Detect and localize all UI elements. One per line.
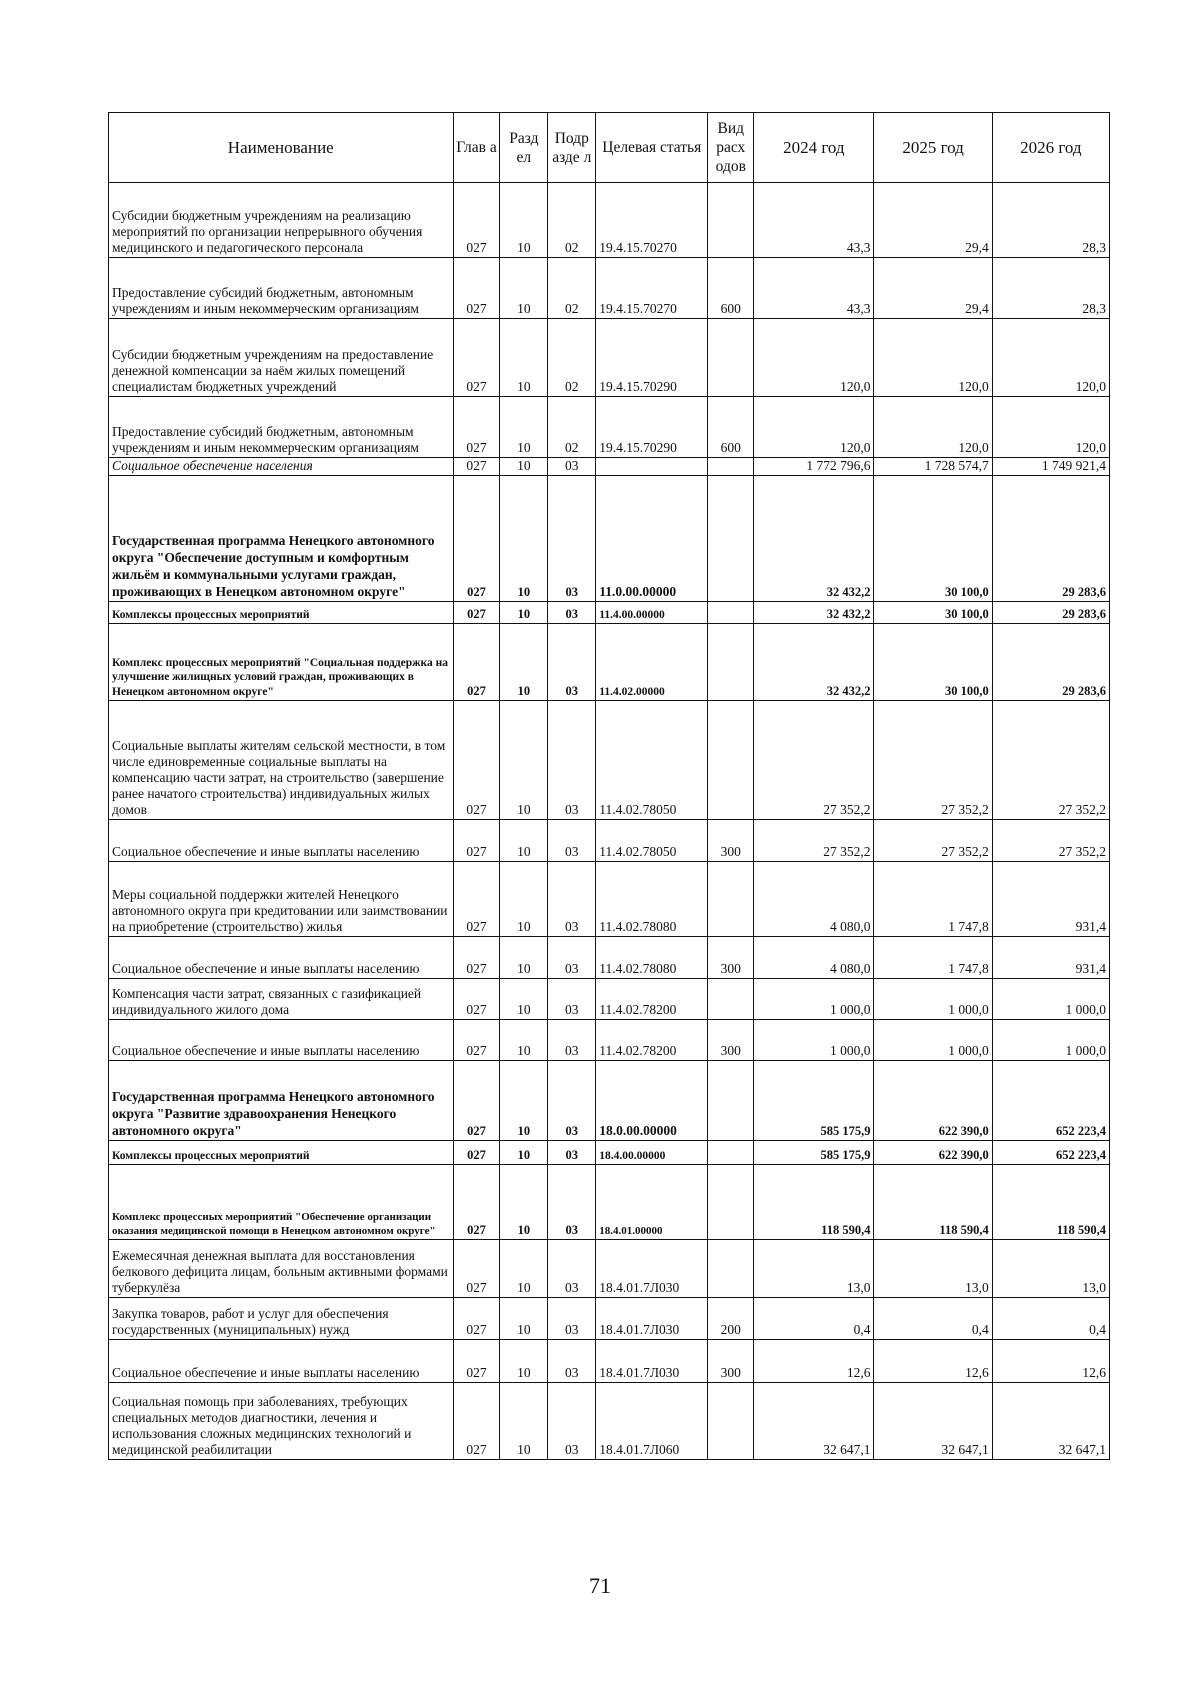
cell-kind: [708, 1141, 754, 1165]
cell-y2025: 30 100,0: [874, 624, 992, 701]
cell-y2024: 32 432,2: [754, 624, 874, 701]
cell-target: 11.4.02.78050: [596, 701, 708, 820]
cell-y2026: 0,4: [992, 1298, 1109, 1340]
cell-kind: 300: [708, 1020, 754, 1061]
cell-kind: [708, 476, 754, 602]
cell-y2024: 120,0: [754, 397, 874, 458]
cell-y2024: 1 000,0: [754, 979, 874, 1020]
cell-name: Комплекс процессных мероприятий "Обеспечение организации оказания медицинской помощи в Ненецком автономном округе": [109, 1165, 454, 1240]
cell-target: 11.4.02.78050: [596, 820, 708, 862]
cell-subsection: 03: [548, 1340, 596, 1383]
table-row: [109, 820, 1110, 862]
cell-section: 10: [500, 1165, 548, 1240]
cell-y2024: 585 175,9: [754, 1141, 874, 1165]
table-row: [109, 1240, 1110, 1298]
table-row: [109, 701, 1110, 820]
cell-chapter: 027: [453, 701, 500, 820]
cell-kind: [708, 701, 754, 820]
header-target: Целевая статья: [596, 113, 708, 183]
cell-y2024: 118 590,4: [754, 1165, 874, 1240]
table-row: [109, 602, 1110, 624]
cell-subsection: 03: [548, 602, 596, 624]
table-row: [109, 1061, 1110, 1141]
table-row: [109, 183, 1110, 258]
cell-subsection: 03: [548, 1298, 596, 1340]
cell-y2025: 1 000,0: [874, 979, 992, 1020]
cell-name: Социальная помощь при заболеваниях, требующих специальных методов диагностики, лечения и использования сложных медицинских технологий и медицинской реабилитации: [109, 1383, 454, 1460]
cell-subsection: 03: [548, 701, 596, 820]
table-row: [109, 624, 1110, 701]
cell-kind: 300: [708, 937, 754, 979]
header-2025: 2025 год: [874, 113, 992, 183]
cell-target: 18.4.01.7Л030: [596, 1240, 708, 1298]
cell-y2026: 27 352,2: [992, 820, 1109, 862]
cell-chapter: 027: [453, 862, 500, 937]
cell-y2025: 13,0: [874, 1240, 992, 1298]
cell-subsection: 03: [548, 1020, 596, 1061]
cell-section: 10: [500, 1141, 548, 1165]
cell-chapter: 027: [453, 258, 500, 319]
cell-name: Социальное обеспечение населения: [109, 458, 454, 476]
cell-name: Субсидии бюджетным учреждениям на предоставление денежной компенсации за наём жилых помещений специалистам бюджетных учреждений: [109, 319, 454, 397]
header-kind: Вид расх одов: [708, 113, 754, 183]
cell-target: 19.4.15.70270: [596, 258, 708, 319]
cell-target: 19.4.15.70270: [596, 183, 708, 258]
cell-name: Предоставление субсидий бюджетным, автономным учреждениям и иным некоммерческим организациям: [109, 258, 454, 319]
cell-chapter: 027: [453, 319, 500, 397]
cell-section: 10: [500, 1298, 548, 1340]
cell-kind: 300: [708, 820, 754, 862]
cell-y2024: 32 647,1: [754, 1383, 874, 1460]
cell-name: Субсидии бюджетным учреждениям на реализацию мероприятий по организации непрерывного обучения медицинского и педагогического персонала: [109, 183, 454, 258]
table-row: [109, 1020, 1110, 1061]
budget-table: [108, 112, 1110, 1460]
cell-target: 18.4.01.7Л030: [596, 1340, 708, 1383]
cell-kind: 300: [708, 1340, 754, 1383]
cell-chapter: 027: [453, 1165, 500, 1240]
cell-section: 10: [500, 820, 548, 862]
table-row: [109, 937, 1110, 979]
cell-chapter: 027: [453, 937, 500, 979]
cell-section: 10: [500, 1383, 548, 1460]
cell-target: 18.4.01.00000: [596, 1165, 708, 1240]
cell-y2026: 29 283,6: [992, 602, 1109, 624]
cell-y2026: 27 352,2: [992, 701, 1109, 820]
cell-y2026: 13,0: [992, 1240, 1109, 1298]
cell-y2026: 28,3: [992, 183, 1109, 258]
cell-name: Социальное обеспечение и иные выплаты населению: [109, 1020, 454, 1061]
table-row: [109, 319, 1110, 397]
cell-subsection: 03: [548, 862, 596, 937]
cell-subsection: 03: [548, 1165, 596, 1240]
cell-target: 18.4.00.00000: [596, 1141, 708, 1165]
cell-section: 10: [500, 701, 548, 820]
cell-target: 19.4.15.70290: [596, 397, 708, 458]
cell-y2024: 585 175,9: [754, 1061, 874, 1141]
cell-target: 19.4.15.70290: [596, 319, 708, 397]
cell-kind: [708, 1240, 754, 1298]
cell-subsection: 03: [548, 1061, 596, 1141]
cell-y2026: 652 223,4: [992, 1061, 1109, 1141]
cell-name: Социальное обеспечение и иные выплаты населению: [109, 937, 454, 979]
header-2024: 2024 год: [754, 113, 874, 183]
cell-section: 10: [500, 476, 548, 602]
cell-y2026: 120,0: [992, 397, 1109, 458]
cell-kind: [708, 458, 754, 476]
cell-kind: [708, 979, 754, 1020]
cell-chapter: 027: [453, 820, 500, 862]
table-row: [109, 979, 1110, 1020]
cell-y2026: 1 749 921,4: [992, 458, 1109, 476]
cell-subsection: 03: [548, 1141, 596, 1165]
cell-chapter: 027: [453, 602, 500, 624]
cell-y2025: 120,0: [874, 397, 992, 458]
table-row: [109, 1141, 1110, 1165]
cell-y2024: 27 352,2: [754, 701, 874, 820]
cell-kind: [708, 1165, 754, 1240]
cell-subsection: 03: [548, 1240, 596, 1298]
cell-subsection: 03: [548, 979, 596, 1020]
cell-target: 11.0.00.00000: [596, 476, 708, 602]
cell-section: 10: [500, 458, 548, 476]
cell-subsection: 03: [548, 1383, 596, 1460]
cell-y2024: 32 432,2: [754, 476, 874, 602]
cell-y2026: 931,4: [992, 937, 1109, 979]
cell-subsection: 02: [548, 397, 596, 458]
cell-target: 11.4.02.78200: [596, 1020, 708, 1061]
cell-name: Предоставление субсидий бюджетным, автономным учреждениям и иным некоммерческим организациям: [109, 397, 454, 458]
cell-chapter: 027: [453, 1383, 500, 1460]
cell-y2025: 622 390,0: [874, 1141, 992, 1165]
cell-target: [596, 458, 708, 476]
cell-y2025: 29,4: [874, 258, 992, 319]
cell-subsection: 03: [548, 458, 596, 476]
cell-y2025: 0,4: [874, 1298, 992, 1340]
cell-name: Социальное обеспечение и иные выплаты населению: [109, 1340, 454, 1383]
cell-kind: [708, 183, 754, 258]
cell-y2024: 32 432,2: [754, 602, 874, 624]
cell-y2026: 120,0: [992, 319, 1109, 397]
table-row: [109, 862, 1110, 937]
cell-target: 18.4.01.7Л060: [596, 1383, 708, 1460]
cell-name: Социальные выплаты жителям сельской местности, в том числе единовременные социальные выплаты на компенсацию части затрат, на строительство (завершение ранее начатого строительства) индивидуальных жилых домов: [109, 701, 454, 820]
cell-target: 11.4.02.78080: [596, 862, 708, 937]
cell-subsection: 02: [548, 183, 596, 258]
header-section: Разд ел: [500, 113, 548, 183]
header-chapter: Глав а: [453, 113, 500, 183]
cell-y2025: 622 390,0: [874, 1061, 992, 1141]
cell-subsection: 02: [548, 319, 596, 397]
cell-name: Меры социальной поддержки жителей Ненецкого автономного округа при кредитовании или заимствовании на приобретение (строительство) жилья: [109, 862, 454, 937]
cell-section: 10: [500, 1340, 548, 1383]
cell-chapter: 027: [453, 979, 500, 1020]
cell-chapter: 027: [453, 183, 500, 258]
cell-y2024: 1 772 796,6: [754, 458, 874, 476]
cell-section: 10: [500, 1240, 548, 1298]
cell-y2026: 32 647,1: [992, 1383, 1109, 1460]
cell-y2026: 118 590,4: [992, 1165, 1109, 1240]
cell-name: Комплексы процессных мероприятий: [109, 602, 454, 624]
header-row: [109, 113, 1110, 183]
cell-name: Комплекс процессных мероприятий "Социальная поддержка на улучшение жилищных условий граждан, проживающих в Ненецком автономном округе": [109, 624, 454, 701]
cell-subsection: 02: [548, 258, 596, 319]
cell-y2025: 27 352,2: [874, 701, 992, 820]
cell-name: Комплексы процессных мероприятий: [109, 1141, 454, 1165]
cell-y2026: 29 283,6: [992, 476, 1109, 602]
header-subsection: Подр азде л: [548, 113, 596, 183]
cell-target: 11.4.02.78200: [596, 979, 708, 1020]
cell-chapter: 027: [453, 458, 500, 476]
cell-kind: [708, 1061, 754, 1141]
cell-y2026: 12,6: [992, 1340, 1109, 1383]
cell-section: 10: [500, 624, 548, 701]
cell-section: 10: [500, 862, 548, 937]
cell-y2024: 1 000,0: [754, 1020, 874, 1061]
cell-section: 10: [500, 258, 548, 319]
cell-y2025: 118 590,4: [874, 1165, 992, 1240]
cell-y2024: 27 352,2: [754, 820, 874, 862]
cell-y2024: 0,4: [754, 1298, 874, 1340]
cell-target: 11.4.02.78080: [596, 937, 708, 979]
table-row: [109, 397, 1110, 458]
cell-chapter: 027: [453, 624, 500, 701]
cell-name: Государственная программа Ненецкого автономного округа "Развитие здравоохранения Ненецкого автономного округа": [109, 1061, 454, 1141]
cell-subsection: 03: [548, 937, 596, 979]
cell-kind: [708, 319, 754, 397]
table-row: [109, 1383, 1110, 1460]
cell-y2026: 28,3: [992, 258, 1109, 319]
cell-target: 18.4.01.7Л030: [596, 1298, 708, 1340]
cell-y2025: 120,0: [874, 319, 992, 397]
cell-chapter: 027: [453, 1141, 500, 1165]
cell-kind: [708, 624, 754, 701]
cell-section: 10: [500, 1020, 548, 1061]
cell-kind: [708, 602, 754, 624]
cell-kind: 600: [708, 258, 754, 319]
cell-section: 10: [500, 602, 548, 624]
header-2026: 2026 год: [992, 113, 1109, 183]
cell-subsection: 03: [548, 476, 596, 602]
cell-section: 10: [500, 319, 548, 397]
cell-y2026: 931,4: [992, 862, 1109, 937]
page-number: 71: [589, 1573, 611, 1598]
cell-y2025: 30 100,0: [874, 602, 992, 624]
cell-chapter: 027: [453, 1020, 500, 1061]
cell-chapter: 027: [453, 476, 500, 602]
cell-section: 10: [500, 937, 548, 979]
cell-y2025: 27 352,2: [874, 820, 992, 862]
cell-y2026: 1 000,0: [992, 1020, 1109, 1061]
cell-y2025: 1 747,8: [874, 862, 992, 937]
cell-y2025: 30 100,0: [874, 476, 992, 602]
cell-y2025: 29,4: [874, 183, 992, 258]
cell-subsection: 03: [548, 624, 596, 701]
table-row: [109, 1165, 1110, 1240]
cell-kind: [708, 1383, 754, 1460]
cell-y2025: 12,6: [874, 1340, 992, 1383]
cell-chapter: 027: [453, 1340, 500, 1383]
cell-y2024: 4 080,0: [754, 937, 874, 979]
table-row: [109, 1340, 1110, 1383]
cell-kind: [708, 862, 754, 937]
cell-chapter: 027: [453, 397, 500, 458]
cell-chapter: 027: [453, 1240, 500, 1298]
cell-name: Закупка товаров, работ и услуг для обеспечения государственных (муниципальных) нужд: [109, 1298, 454, 1340]
cell-name: Государственная программа Ненецкого автономного округа "Обеспечение доступным и комфортным жильём и коммунальными услугами граждан, проживающих в Ненецком автономном округе": [109, 476, 454, 602]
table-row: [109, 258, 1110, 319]
cell-y2024: 12,6: [754, 1340, 874, 1383]
cell-y2024: 43,3: [754, 258, 874, 319]
cell-name: Ежемесячная денежная выплата для восстановления белкового дефицита лицам, больным активными формами туберкулёза: [109, 1240, 454, 1298]
table-row: [109, 458, 1110, 476]
cell-y2026: 1 000,0: [992, 979, 1109, 1020]
cell-y2025: 32 647,1: [874, 1383, 992, 1460]
cell-kind: 600: [708, 397, 754, 458]
table-row: [109, 1298, 1110, 1340]
cell-name: Социальное обеспечение и иные выплаты населению: [109, 820, 454, 862]
cell-subsection: 03: [548, 820, 596, 862]
cell-name: Компенсация части затрат, связанных с газификацией индивидуального жилого дома: [109, 979, 454, 1020]
cell-y2024: 13,0: [754, 1240, 874, 1298]
cell-target: 18.0.00.00000: [596, 1061, 708, 1141]
cell-chapter: 027: [453, 1298, 500, 1340]
header-name: Наименование: [109, 113, 454, 183]
cell-y2026: 29 283,6: [992, 624, 1109, 701]
cell-section: 10: [500, 183, 548, 258]
cell-target: 11.4.02.00000: [596, 624, 708, 701]
cell-y2025: 1 000,0: [874, 1020, 992, 1061]
cell-section: 10: [500, 1061, 548, 1141]
table-row: [109, 476, 1110, 602]
cell-section: 10: [500, 397, 548, 458]
cell-y2025: 1 747,8: [874, 937, 992, 979]
cell-chapter: 027: [453, 1061, 500, 1141]
cell-y2026: 652 223,4: [992, 1141, 1109, 1165]
cell-target: 11.4.00.00000: [596, 602, 708, 624]
cell-y2024: 120,0: [754, 319, 874, 397]
cell-kind: 200: [708, 1298, 754, 1340]
cell-y2024: 43,3: [754, 183, 874, 258]
cell-y2024: 4 080,0: [754, 862, 874, 937]
cell-section: 10: [500, 979, 548, 1020]
cell-y2025: 1 728 574,7: [874, 458, 992, 476]
